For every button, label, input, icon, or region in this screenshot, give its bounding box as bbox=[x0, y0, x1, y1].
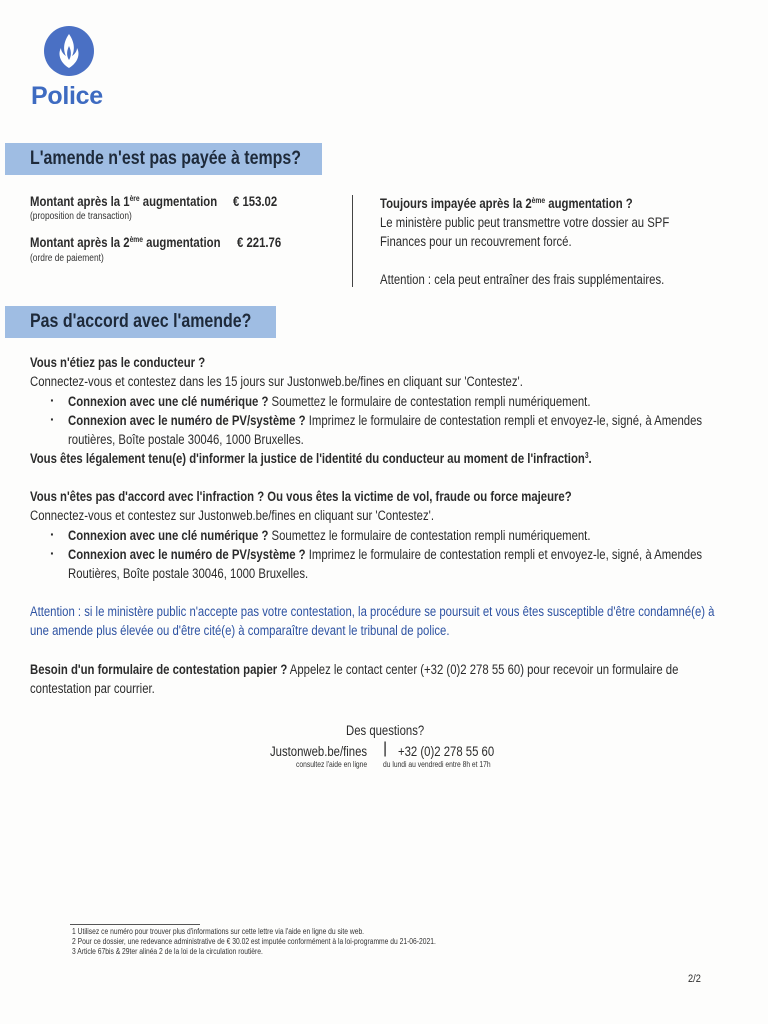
unpaid-line-2: Finances pour un recouvrement forcé. bbox=[380, 234, 572, 249]
section-2-title: Pas d'accord avec l'amende? bbox=[30, 311, 252, 332]
footnote-divider bbox=[70, 924, 200, 925]
contact-phone: +32 (0)2 278 55 60 bbox=[398, 744, 495, 759]
bullet-marker: · bbox=[50, 526, 55, 542]
amount-1-value: € 153.02 bbox=[233, 194, 278, 209]
amount-1-label: Montant après la 1ère augmentation bbox=[30, 194, 218, 209]
section-1-title: L'amende n'est pas payée à temps? bbox=[30, 148, 302, 169]
attention-line-2: une amende plus élevée ou d'être cité(e) à comparaître devant le tribunal de police. bbox=[30, 623, 450, 638]
block-2-bullet-2: Connexion avec le numéro de PV/système ? Imprimez le formulaire de contestation rempli et envoyez-le, signé, à Amendes bbox=[68, 547, 703, 562]
block-1-obligation: Vous êtes légalement tenu(e) d'informer la justice de l'identité du conducteur au moment de l'infraction$^3$. bbox=[30, 451, 592, 466]
column-divider bbox=[352, 195, 353, 287]
contact-web: Justonweb.be/fines bbox=[270, 744, 368, 759]
block-1-bullet-1: Connexion avec une clé numérique ? Soumettez le formulaire de contestation rempli numériquement. bbox=[68, 394, 591, 409]
amount-2-note: (ordre de paiement) bbox=[30, 253, 104, 264]
footnote-1: 1 Utilisez ce numéro pour trouver plus d'informations sur cette lettre via l'aide en ligne du site web. bbox=[72, 927, 365, 936]
contact-phone-note: du lundi au vendredi entre 8h et 17h bbox=[383, 760, 491, 769]
block-1-bullet-2: Connexion avec le numéro de PV/système ? Imprimez le formulaire de contestation rempli et envoyez-le, signé, à Amendes bbox=[68, 413, 703, 428]
footnote-3: 3 Article 67bis & 29ter alinéa 2 de la loi de la circulation routière. bbox=[72, 947, 263, 956]
amount-1-note: (proposition de transaction) bbox=[30, 211, 132, 222]
contact-web-note: consultez l'aide en ligne bbox=[296, 760, 368, 769]
amount-2-label: Montant après la 2ème augmentation bbox=[30, 235, 221, 250]
block-1-bullet-2-cont: routières, Boîte postale 30046, 1000 Bruxelles. bbox=[68, 432, 304, 447]
block-2-bullet-1: Connexion avec une clé numérique ? Soumettez le formulaire de contestation rempli numériquement. bbox=[68, 528, 591, 543]
paper-form-line-2: contestation par courrier. bbox=[30, 681, 155, 696]
unpaid-line-1: Le ministère public peut transmettre votre dossier au SPF bbox=[380, 215, 670, 230]
unpaid-heading: Toujours impayée après la 2ème augmentation ? bbox=[380, 196, 633, 211]
bullet-marker: · bbox=[50, 392, 55, 408]
paper-form-line-1: Besoin d'un formulaire de contestation papier ? Appelez le contact center (+32 (0)2 278 55 60) pour recevoir un formulaire de bbox=[30, 662, 679, 677]
footnote-2: 2 Pour ce dossier, une redevance administrative de € 30.02 est imputée conformément à la loi-programme du 21-06-2021. bbox=[72, 937, 436, 946]
block-1-intro: Connectez-vous et contestez dans les 15 jours sur Justonweb.be/fines en cliquant sur 'Contestez'. bbox=[30, 374, 523, 389]
contact-heading: Des questions? bbox=[346, 723, 425, 738]
bullet-marker: · bbox=[50, 545, 55, 561]
block-2-intro: Connectez-vous et contestez sur Justonweb.be/fines en cliquant sur 'Contestez'. bbox=[30, 508, 434, 523]
block-2-bullet-2-cont: Routières, Boîte postale 30046, 1000 Bruxelles. bbox=[68, 566, 309, 581]
attention-line-1: Attention : si le ministère public n'accepte pas votre contestation, la procédure se poursuit et vous êtes susceptible d'être condamné(e) à bbox=[30, 604, 715, 619]
block-1-question: Vous n'étiez pas le conducteur ? bbox=[30, 355, 206, 370]
block-2-question: Vous n'êtes pas d'accord avec l'infraction ? Ou vous êtes la victime de vol, fraude ou force majeure? bbox=[30, 489, 572, 504]
bullet-marker: · bbox=[50, 411, 55, 427]
unpaid-attention: Attention : cela peut entraîner des frais supplémentaires. bbox=[380, 272, 665, 287]
amount-2-value: € 221.76 bbox=[237, 235, 282, 250]
logo-text: Police bbox=[31, 82, 103, 110]
police-logo-icon bbox=[44, 26, 94, 76]
contact-separator: | bbox=[383, 740, 388, 757]
page-number: 2/2 bbox=[688, 973, 701, 985]
